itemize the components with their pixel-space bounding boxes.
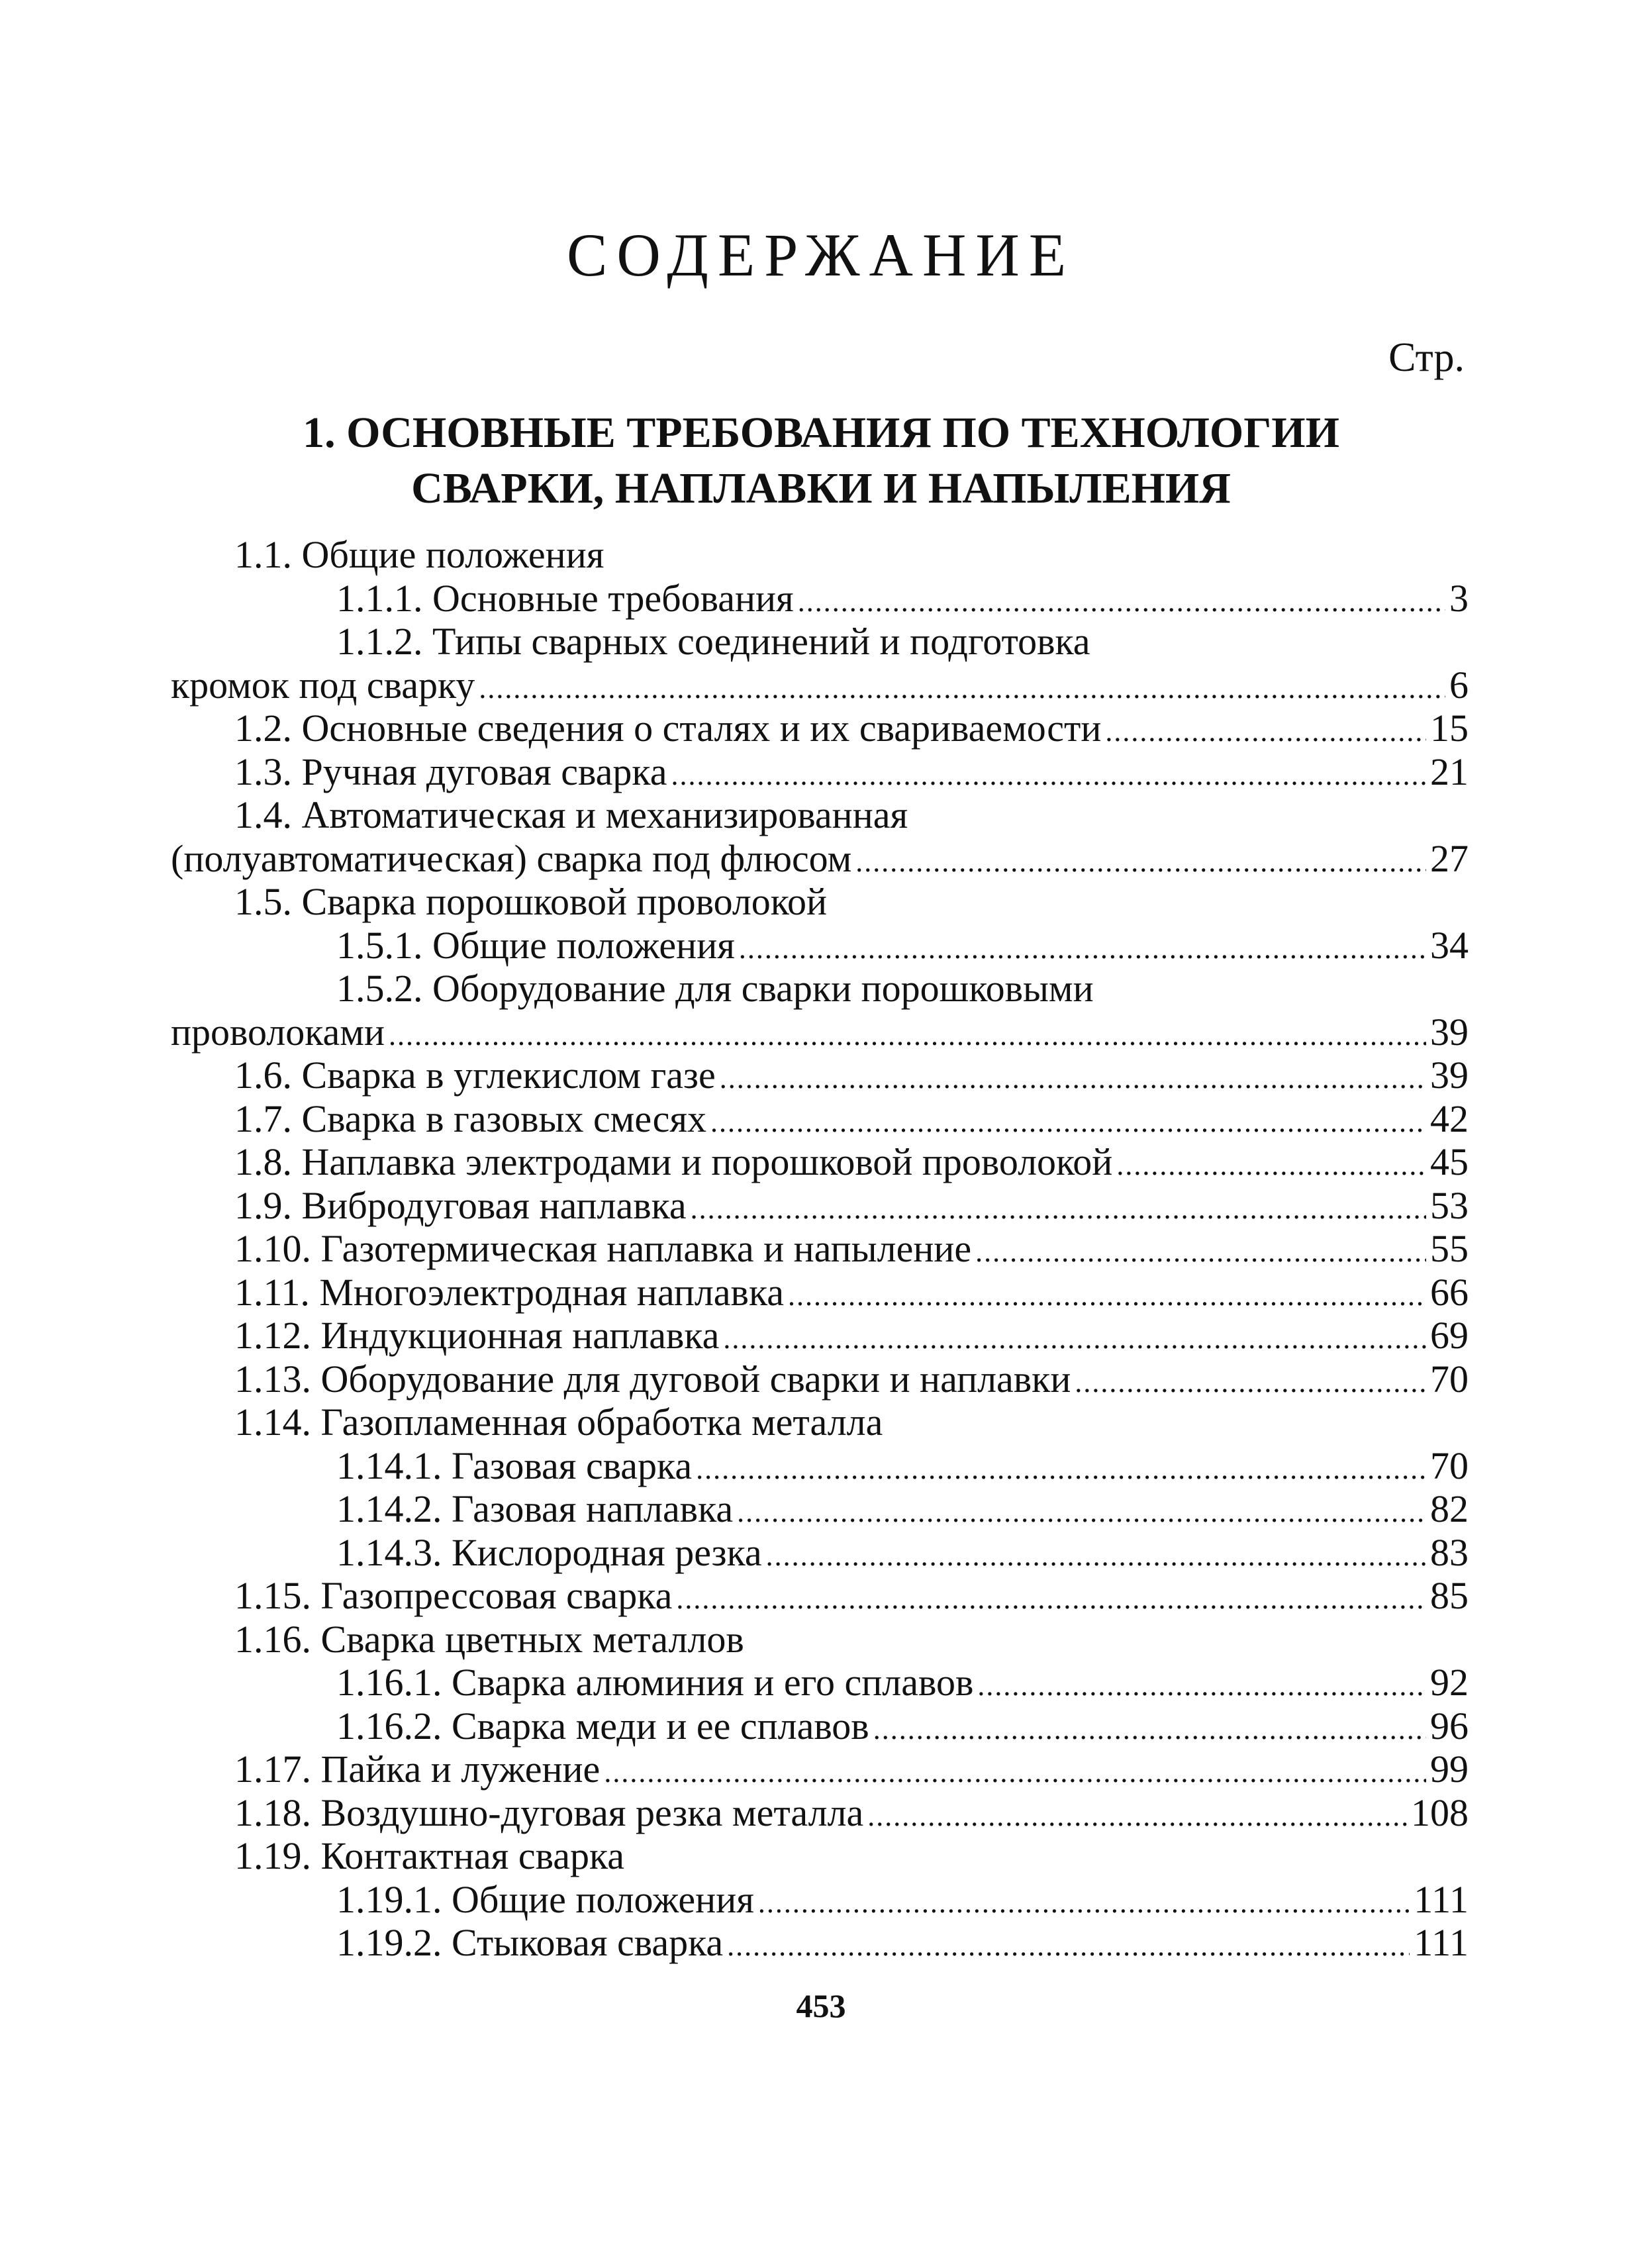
table-of-contents	[171, 533, 1469, 1965]
toc-entry-page: 99	[1430, 1748, 1469, 1791]
toc-leader-dots	[710, 1101, 1426, 1144]
toc-entry	[171, 1921, 1469, 1965]
toc-entry-title: 1.1.2. Типы сварных соединений и подготовка	[336, 620, 1090, 663]
toc-entry	[171, 1184, 1469, 1228]
toc-leader-dots	[604, 1751, 1426, 1795]
page-column-label: Стр.	[1388, 335, 1465, 380]
toc-entry-title: 1.5. Сварка порошковой проволокой	[234, 880, 828, 923]
toc-entry-title: 1.14.2. Газовая наплавка	[336, 1487, 734, 1530]
toc-entry-title: 1.8. Наплавка электродами и порошковой проволокой	[234, 1140, 1113, 1183]
toc-entry-page: 96	[1430, 1704, 1469, 1748]
toc-entry-title: 1.14. Газопламенная обработка металла	[234, 1401, 883, 1444]
toc-entry-title: 1.9. Вибродуговая наплавка	[234, 1183, 687, 1227]
toc-entry	[171, 1748, 1469, 1791]
toc-leader-dots	[1105, 710, 1426, 754]
toc-entry-title: 1.5.2. Оборудование для сварки порошковыми	[336, 967, 1094, 1010]
toc-entry-page: 69	[1430, 1314, 1469, 1357]
toc-entry-page: 6	[1449, 663, 1469, 707]
toc-entry	[171, 1227, 1469, 1271]
toc-entry-page: 70	[1430, 1444, 1469, 1487]
toc-entry	[171, 664, 1469, 707]
toc-entry-page: 82	[1430, 1487, 1469, 1530]
toc-entry-title: 1.15. Газопрессовая сварка	[234, 1574, 673, 1617]
toc-entry	[171, 620, 1469, 664]
toc-entry-title: 1.5.1. Общие положения	[336, 923, 735, 967]
toc-leader-dots	[691, 1187, 1426, 1231]
toc-leader-dots	[389, 1014, 1426, 1058]
toc-entry	[171, 967, 1469, 1011]
toc-entry-page: 45	[1430, 1140, 1469, 1183]
toc-entry	[171, 1140, 1469, 1184]
toc-entry-page: 108	[1411, 1791, 1469, 1834]
toc-entry-title: 1.1. Общие положения	[234, 533, 604, 576]
toc-entry-page: 55	[1430, 1227, 1469, 1270]
toc-entry-title: кромок под сварку	[171, 663, 475, 707]
toc-entry-title: 1.16.2. Сварка меди и ее сплавов	[336, 1704, 869, 1748]
toc-leader-dots	[723, 1317, 1426, 1361]
toc-entry	[171, 1271, 1469, 1314]
toc-entry-page: 85	[1430, 1574, 1469, 1617]
toc-entry-title: 1.11. Многоэлектродная наплавка	[234, 1270, 784, 1314]
toc-entry-title: 1.19. Контактная сварка	[234, 1834, 625, 1877]
toc-entry-page: 53	[1430, 1183, 1469, 1227]
toc-leader-dots	[975, 1230, 1426, 1274]
toc-entry-page: 92	[1430, 1661, 1469, 1704]
toc-entry-title: 1.14.1. Газовая сварка	[336, 1444, 693, 1487]
toc-leader-dots	[758, 1881, 1410, 1925]
toc-entry-title: 1.6. Сварка в углекислом газе	[234, 1054, 716, 1097]
toc-entry-title: 1.2. Основные сведения о сталях и их свариваемости	[234, 707, 1102, 750]
toc-leader-dots	[727, 1924, 1410, 1968]
toc-entry-page: 34	[1430, 923, 1469, 967]
toc-entry-page: 39	[1430, 1010, 1469, 1054]
toc-entry-page: 15	[1430, 707, 1469, 750]
toc-entry	[171, 924, 1469, 967]
toc-leader-dots	[1075, 1361, 1426, 1405]
toc-leader-dots	[766, 1534, 1426, 1578]
toc-leader-dots	[788, 1274, 1426, 1318]
footer-page-number: 453	[796, 1987, 846, 2024]
toc-entry-page: 42	[1430, 1097, 1469, 1140]
toc-entry	[171, 1531, 1469, 1575]
toc-leader-dots	[671, 754, 1426, 797]
toc-entry	[171, 1444, 1469, 1488]
toc-entry-title: 1.10. Газотермическая наплавка и напыление	[234, 1227, 972, 1270]
toc-entry-title: 1.18. Воздушно-дуговая резка металла	[234, 1791, 864, 1834]
toc-leader-dots	[676, 1577, 1426, 1621]
toc-leader-dots	[479, 667, 1445, 711]
toc-entry-page: 83	[1430, 1530, 1469, 1574]
toc-leader-dots	[873, 1708, 1426, 1751]
toc-leader-dots	[739, 927, 1426, 971]
toc-entry	[171, 880, 1469, 924]
toc-entry	[171, 533, 1469, 577]
toc-entry-title: 1.16.1. Сварка алюминия и его сплавов	[336, 1661, 974, 1704]
toc-entry-page: 111	[1414, 1877, 1469, 1921]
toc-leader-dots	[696, 1448, 1426, 1491]
page-heading: СОДЕРЖАНИЕ	[566, 221, 1076, 289]
toc-entry-title: 1.3. Ручная дуговая сварка	[234, 750, 667, 793]
toc-entry	[171, 1097, 1469, 1141]
toc-entry-title: 1.17. Пайка и лужение	[234, 1748, 601, 1791]
toc-entry	[171, 1661, 1469, 1704]
toc-entry-page: 27	[1430, 836, 1469, 880]
toc-entry-page: 39	[1430, 1054, 1469, 1097]
toc-entry-page: 111	[1414, 1921, 1469, 1964]
toc-leader-dots	[867, 1795, 1407, 1838]
toc-entry	[171, 1791, 1469, 1835]
toc-entry	[171, 1357, 1469, 1401]
toc-entry	[171, 1834, 1469, 1878]
toc-leader-dots	[720, 1057, 1426, 1101]
toc-entry	[171, 1054, 1469, 1097]
toc-entry	[171, 1574, 1469, 1618]
toc-entry-title: 1.16. Сварка цветных металлов	[234, 1617, 744, 1661]
toc-entry-page: 3	[1449, 576, 1469, 620]
toc-entry-title: 1.1.1. Основные требования	[336, 576, 794, 620]
toc-entry	[171, 793, 1469, 837]
toc-entry	[171, 1618, 1469, 1661]
section-title-line-2: СВАРКИ, НАПЛАВКИ И НАПЫЛЕНИЯ	[411, 464, 1231, 513]
toc-entry	[171, 750, 1469, 794]
toc-leader-dots	[855, 840, 1426, 884]
toc-leader-dots	[977, 1664, 1426, 1708]
toc-entry-page: 70	[1430, 1357, 1469, 1401]
toc-entry-title: проволоками	[171, 1010, 385, 1054]
toc-entry	[171, 707, 1469, 750]
toc-entry-title: 1.12. Индукционная наплавка	[234, 1314, 720, 1357]
toc-entry-title: 1.19.2. Стыковая сварка	[336, 1921, 724, 1964]
toc-entry-page: 21	[1430, 750, 1469, 793]
toc-entry-title: 1.13. Оборудование для дуговой сварки и наплавки	[234, 1357, 1071, 1401]
toc-entry-title: 1.14.3. Кислородная резка	[336, 1530, 762, 1574]
toc-entry-page: 66	[1430, 1270, 1469, 1314]
toc-leader-dots	[798, 580, 1445, 624]
toc-entry	[171, 1314, 1469, 1357]
toc-leader-dots	[737, 1491, 1426, 1534]
toc-entry	[171, 1401, 1469, 1444]
toc-entry-title: (полуавтоматическая) сварка под флюсом	[171, 836, 852, 880]
toc-entry	[171, 577, 1469, 620]
toc-entry-title: 1.4. Автоматическая и механизированная	[234, 793, 908, 836]
toc-entry	[171, 1878, 1469, 1922]
toc-entry-title: 1.7. Сварка в газовых смесях	[234, 1097, 706, 1140]
toc-entry	[171, 837, 1469, 881]
toc-entry	[171, 1704, 1469, 1748]
toc-entry-title: 1.19.1. Общие положения	[336, 1877, 754, 1921]
toc-entry	[171, 1487, 1469, 1531]
section-title	[0, 405, 1642, 517]
toc-entry	[171, 1011, 1469, 1054]
toc-leader-dots	[1116, 1144, 1426, 1187]
section-title-line-1: 1. ОСНОВНЫЕ ТРЕБОВАНИЯ ПО ТЕХНОЛОГИИ	[303, 409, 1339, 457]
